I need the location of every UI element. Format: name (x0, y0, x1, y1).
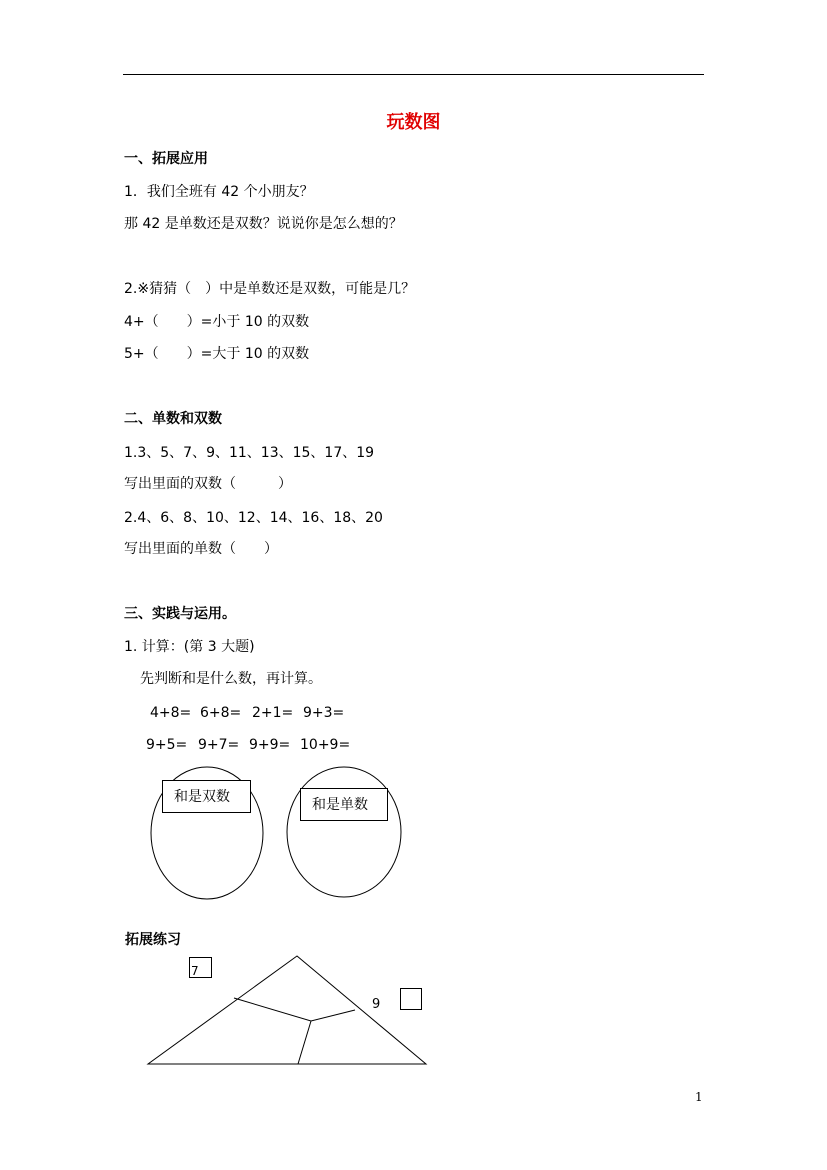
equation: 4+8= (150, 705, 192, 721)
section1-heading: 一、拓展应用 (124, 151, 208, 167)
section1-question1-sub: 那 42 是单数还是双数？说说你是怎么想的？ (124, 216, 403, 232)
section2-question2: 2.4、6、8、10、12、14、16、18、20 (124, 510, 383, 526)
equation: 10+9= (300, 737, 351, 753)
section2-question1-sub: 写出里面的双数（ ） (124, 476, 292, 492)
section1-question1: 1．我们全班有 42 个小朋友？ (124, 184, 314, 200)
page-number: 1 (695, 1090, 703, 1104)
equation: 6+8= (200, 705, 242, 721)
equation: 9+5= (146, 737, 188, 753)
section3-heading: 三、实践与运用。 (124, 606, 236, 622)
section2-question1: 1.3、5、7、9、11、13、15、17、19 (124, 445, 375, 461)
triangle-inner-line (298, 1021, 311, 1064)
section1-question2: 2.※猜猜（ ）中是单数还是双数，可能是几？ (124, 281, 416, 297)
equation: 2+1= (252, 705, 294, 721)
left-label-text: 和是双数 (174, 789, 230, 805)
extension-heading: 拓展练习 (125, 932, 181, 948)
right-oval (287, 767, 401, 897)
section2-heading: 二、单数和双数 (124, 411, 222, 427)
box-left-value: 7 (191, 964, 199, 978)
section1-question2-a: 4+（ ）=小于 10 的双数 (124, 314, 310, 330)
section1-question2-b: 5+（ ）=大于 10 的双数 (124, 346, 310, 362)
triangle-inner-line (234, 998, 355, 1021)
answer-box-right (401, 989, 422, 1010)
equation: 9+7= (198, 737, 240, 753)
triangle-right-label: 9 (372, 997, 381, 1012)
right-label-text: 和是单数 (312, 797, 368, 813)
equation: 9+3= (303, 705, 345, 721)
equation: 9+9= (249, 737, 291, 753)
page-title: 玩数图 (386, 112, 441, 133)
section3-question1-sub: 先判断和是什么数，再计算。 (140, 671, 322, 687)
section3-question1: 1. 计算：(第 3 大题) (124, 639, 255, 655)
section2-question2-sub: 写出里面的单数（ ） (124, 541, 278, 557)
